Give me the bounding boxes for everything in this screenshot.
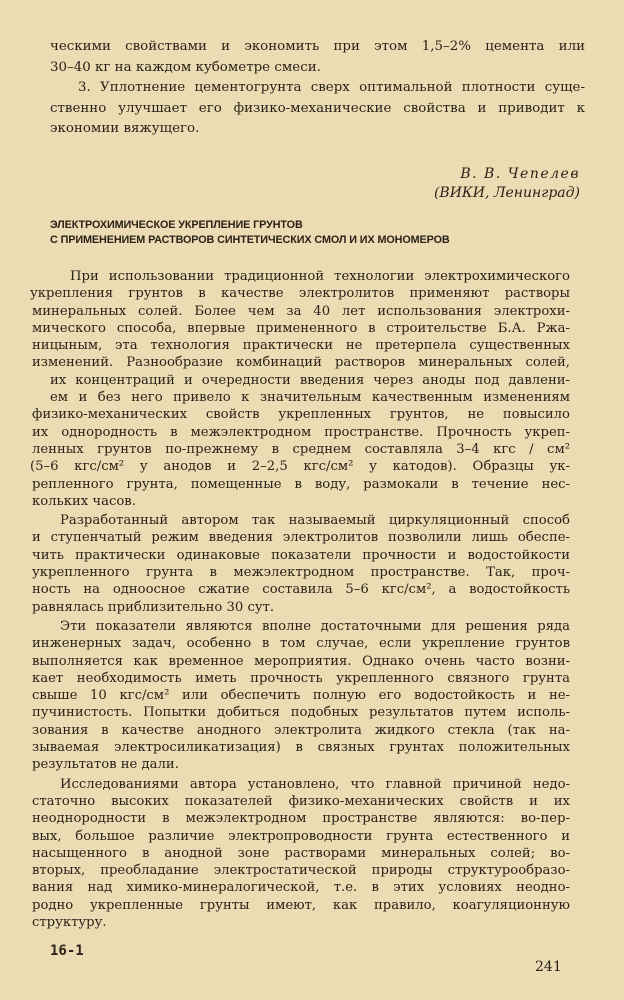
text-line: ность на одноосное сжатие составила 5–6 кгс/см², а водостойкость [32, 582, 570, 598]
paragraph-1 [30, 268, 570, 510]
text-line: (5–6 кгс/см² у анодов и 2–2,5 кгс/см² у катодов). Образцы ук- [30, 459, 570, 475]
text-line: вания над химико-минералогической, т.е. в этих условиях неодно- [32, 880, 570, 896]
text-line: статочно высоких показателей физико-механических свойств и их [32, 793, 570, 809]
text-line: неоднородности в межэлектродном пространстве являются: во-пер- [32, 811, 570, 827]
text-line: укрепленного грунта в межэлектродном пространстве. Так, проч- [32, 565, 570, 581]
text-line: ческими свойствами и экономить при этом 1,5–2% цемента или [50, 39, 585, 54]
text-line: укрепления грунтов в качестве электролитов применяют растворы [30, 286, 570, 302]
text-line: экономии вяжущего. [50, 121, 200, 136]
text-line: ственно улучшает его физико-механические свойства и приводит к [50, 100, 585, 116]
text-line: изменений. Разнообразие комбинаций растворов минеральных солей, [32, 355, 570, 371]
paragraph-2 [30, 512, 570, 616]
page-number: 241 [535, 959, 562, 975]
text-line: насыщенного в анодной зоне растворами минеральных солей; во- [32, 845, 570, 861]
text-line: 30–40 кг на каждом кубометре смеси. [50, 59, 321, 75]
text-line: родно укрепленные грунты имеют, как правило, коагуляционную [32, 897, 570, 913]
printer-signature-mark: 16-1 [50, 943, 84, 959]
text-line: кольких часов. [32, 493, 136, 509]
author-signature [434, 165, 580, 203]
text-line: При использовании традиционной технологии электрохимического [70, 269, 570, 284]
paragraph-4 [30, 776, 570, 932]
text-line: чить практически одинаковые показатели прочности и водостойкости [32, 547, 570, 563]
text-line: равнялась приблизительно 30 сут. [32, 599, 275, 615]
text-line: их концентраций и очередности введения через аноды под давлени- [50, 372, 570, 388]
text-line: мического способа, впервые примененного в строительстве Б.А. Ржа- [32, 320, 570, 336]
article-title [50, 218, 450, 247]
text-line: Исследованиями автора установлено, что главной причиной недо- [60, 776, 570, 792]
text-line: минеральных солей. Более чем за 40 лет использования электрохи- [32, 303, 570, 319]
text-line: пучинистость. Попытки добиться подобных результатов путем исполь- [32, 705, 570, 721]
text-line: ем и без него привело к значительным качественным изменениям [50, 390, 570, 406]
text-line: зываемая электросиликатизация) в связных грунтах положительных [32, 740, 570, 756]
text-line: зования в качестве анодного электролита жидкого стекла (так на- [32, 722, 570, 738]
text-line: ленных грунтов по-прежнему в среднем составляла 3–4 кгс / см² [32, 441, 570, 457]
text-line: свыше 10 кгс/см² или обеспечить полную его водостойкость и не- [32, 688, 570, 704]
text-line: физико-механических свойств укрепленных грунтов, не повысило [32, 407, 570, 423]
text-line: инженерных задач, особенно в том случае, если укрепление грунтов [32, 636, 570, 652]
text-line: 3. Уплотнение цементогрунта сверх оптимальной плотности суще- [78, 80, 585, 95]
text-line: кает необходимость иметь прочность укрепленного связного грунта [32, 670, 570, 686]
text-line: Эти показатели являются вполне достаточными для решения ряда [60, 618, 570, 634]
preceding-article-end [50, 37, 585, 140]
text-line: результатов не дали. [32, 757, 179, 773]
text-line: вторых, преобладание электростатической природы структурообразо- [32, 863, 570, 879]
text-line: репленного грунта, помещенные в воду, размокали в течение нес- [32, 476, 570, 492]
title-line: С ПРИМЕНЕНИЕМ РАСТВОРОВ СИНТЕТИЧЕСКИХ СМОЛ И ИХ МОНОМЕРОВ [50, 233, 450, 246]
text-line: вых, большое различие электропроводности грунта естественного и [32, 828, 570, 844]
article-body [30, 268, 570, 931]
author-name: В. В. Чепелев [460, 166, 580, 182]
text-line: выполняется как временное мероприятия. Однако очень часто возни- [32, 653, 570, 669]
text-line: и ступенчатый режим введения электролитов позволили лишь обеспе- [32, 530, 570, 546]
text-line: ницыным, эта технология практически не претерпела существенных [32, 338, 570, 354]
text-line: их однородность в межэлектродном пространстве. Прочность укреп- [32, 424, 570, 440]
text-line: структуру. [32, 914, 107, 930]
author-affiliation: (ВИКИ, Ленинград) [433, 185, 580, 201]
title-line: ЭЛЕКТРОХИМИЧЕСКОЕ УКРЕПЛЕНИЕ ГРУНТОВ [50, 219, 303, 231]
text-line: Разработанный автором так называемый циркуляционный способ [60, 513, 570, 529]
paragraph-3 [30, 618, 570, 774]
